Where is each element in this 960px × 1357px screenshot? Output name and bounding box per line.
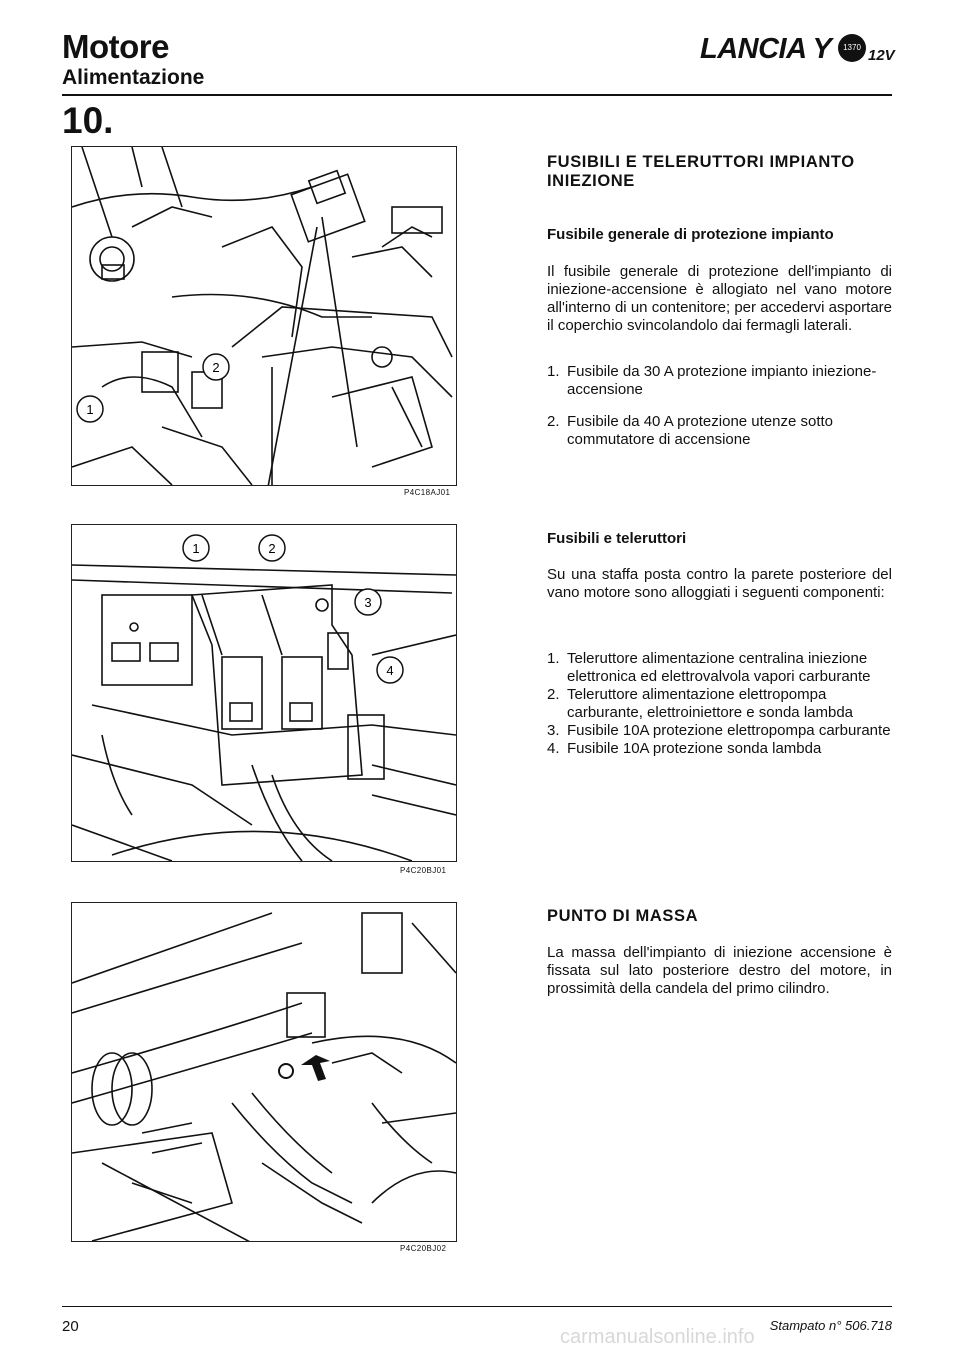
list-item-number: 1.: [547, 363, 560, 380]
list-item-text: Fusibile 10A protezione sonda lambda: [567, 740, 822, 757]
header-rule: [62, 94, 892, 96]
list-item-number: 2.: [547, 413, 560, 430]
subsection-title-main-fuse: Fusibile generale di protezione impianto: [547, 226, 834, 243]
figure-code: P4C20BJ01: [400, 866, 447, 875]
watermark: carmanualsonline.info: [560, 1326, 755, 1348]
list-main-fuses: [547, 363, 892, 449]
callout-2-label: 2: [268, 541, 276, 556]
list-item-text: Teleruttore alimentazione centralina iniezione elettronica ed elettrovalvola vapori carburante: [567, 650, 871, 685]
subsection-title-fuses-relays: Fusibili e teleruttori: [547, 530, 687, 547]
list-item-text: Teleruttore alimentazione elettropompa carburante, elettroiniettore e sonda lambda: [567, 686, 854, 721]
engine-version: 12V: [868, 47, 895, 64]
list-item: [547, 722, 892, 740]
page-number: 20: [62, 1318, 79, 1335]
list-item: [547, 686, 892, 722]
list-item-number: 2.: [547, 686, 560, 703]
footer-rule: [62, 1306, 892, 1307]
list-item: [547, 740, 892, 758]
engine-badge-label: 1370: [843, 43, 861, 52]
chapter-title: Motore: [62, 28, 169, 65]
list-item-text: Fusibile 10A protezione elettropompa carburante: [567, 722, 891, 739]
printed-reference: Stampato n° 506.718: [769, 1318, 892, 1333]
paragraph-main-fuse: Il fusibile generale di protezione dell'impianto di iniezione-accensione è allogiato nel vano motore all'interno di un contenitore; per accedervi asportare il coperchio svincolandolo dai fermagli laterali.: [547, 263, 892, 334]
list-item-text: Fusibile da 30 A protezione impianto iniezione-accensione: [567, 363, 877, 398]
figure-fuse-box: [71, 146, 457, 486]
relay-bracket-drawing: [72, 525, 456, 861]
callout-1-label: 1: [86, 402, 94, 417]
section-title-ground-point: PUNTO DI MASSA: [547, 907, 699, 925]
chapter-subtitle: Alimentazione: [62, 66, 205, 89]
list-item-number: 3.: [547, 722, 560, 739]
fuse-box-drawing: [72, 147, 456, 485]
paragraph-ground-point: La massa dell'impianto di iniezione accensione è fissata sul lato posteriore destro del motore, in prossimità della candela del primo cilindro.: [547, 944, 892, 997]
callout-3-label: 3: [364, 595, 372, 610]
ground-point-drawing: [72, 903, 456, 1241]
list-item: [547, 650, 892, 686]
list-item-text: Fusibile da 40 A protezione utenze sotto commutatore di accensione: [567, 413, 834, 448]
ground-point-arrow-icon: [301, 1055, 330, 1081]
list-item-number: 1.: [547, 650, 560, 667]
figure-code: P4C20BJ02: [400, 1244, 447, 1253]
callout-2-label: 2: [212, 360, 220, 375]
figure-ground-point: [71, 902, 457, 1242]
list-item: [547, 363, 892, 399]
callout-1-label: 1: [192, 541, 200, 556]
callout-4-label: 4: [386, 663, 394, 678]
figure-relay-bracket: [71, 524, 457, 862]
section-number: 10.: [62, 100, 114, 141]
figure-code: P4C18AJ01: [404, 488, 451, 497]
brand-name: LANCIA Y: [700, 33, 832, 65]
engine-badge-icon: [838, 34, 866, 62]
paragraph-fuses-relays: Su una staffa posta contro la parete posteriore del vano motore sono alloggiati i seguenti componenti:: [547, 566, 892, 601]
list-item-number: 4.: [547, 740, 560, 757]
list-item: [547, 413, 892, 449]
section-title-fuses-relays: FUSIBILI E TELERUTTORI IMPIANTO INIEZIONE: [547, 153, 855, 190]
list-fuses-relays: [547, 650, 892, 758]
